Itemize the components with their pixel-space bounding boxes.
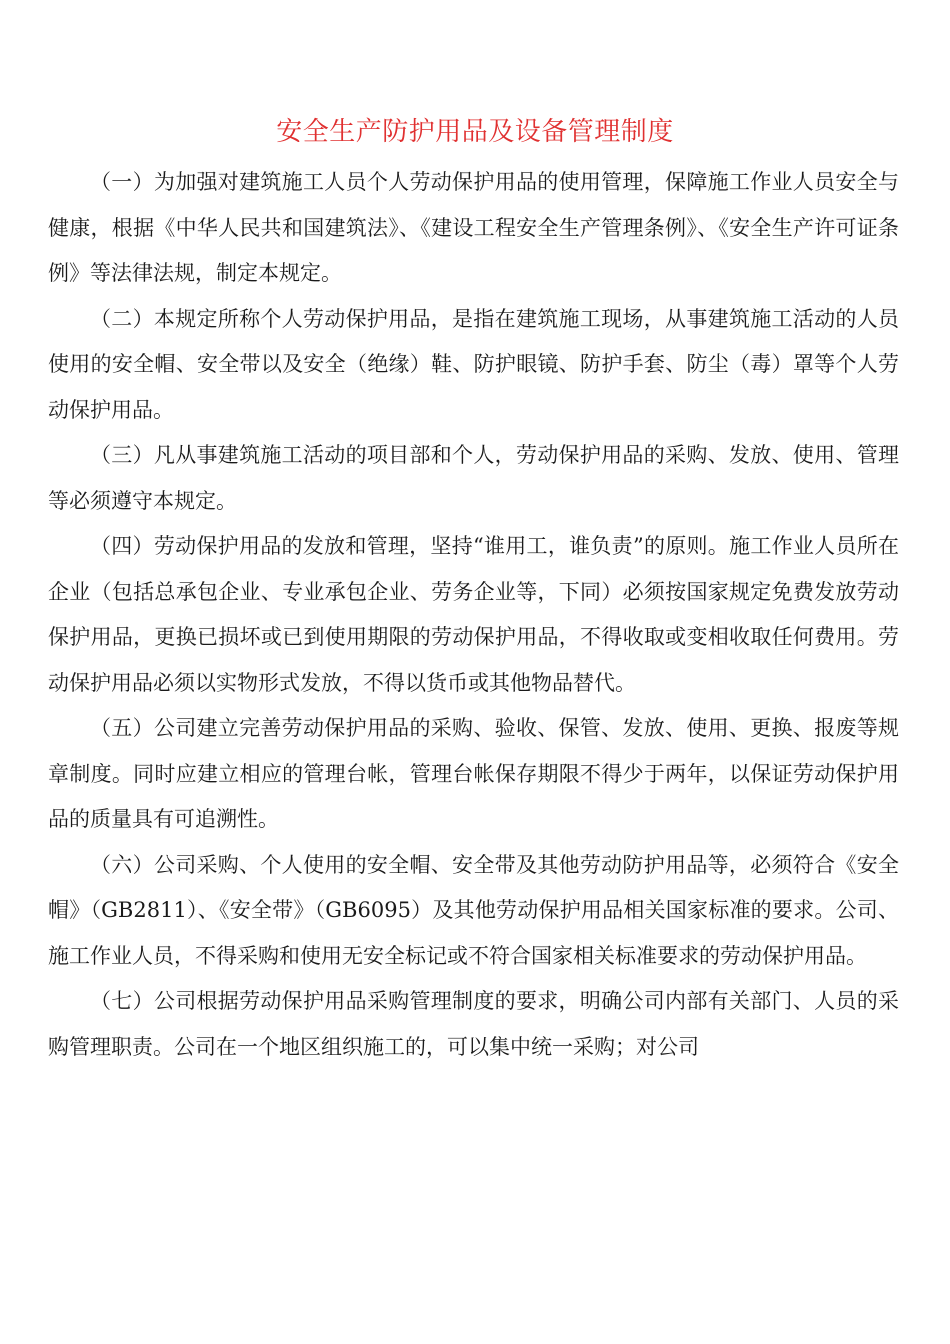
paragraph-1: （一）为加强对建筑施工人员个人劳动保护用品的使用管理，保障施工作业人员安全与健康，根据《中华人民共和国建筑法》、《建设工程安全生产管理条例》、《安全生产许可证条例》等法律法规，制定本规定。 bbox=[48, 170, 899, 285]
paragraph-4: （四）劳动保护用品的发放和管理，坚持“谁用工，谁负责”的原则。施工作业人员所在企业（包括总承包企业、专业承包企业、劳务企业等，下同）必须按国家规定免费发放劳动保护用品，更换已损坏或已到使用期限的劳动保护用品，不得收取或变相收取任何费用。劳动保护用品必须以实物形式发放，不得以货币或其他物品替代。 bbox=[48, 534, 899, 695]
paragraph-3: （三）凡从事建筑施工活动的项目部和个人，劳动保护用品的采购、发放、使用、管理等必须遵守本规定。 bbox=[48, 443, 899, 513]
paragraph-5: （五）公司建立完善劳动保护用品的采购、验收、保管、发放、使用、更换、报废等规章制度。同时应建立相应的管理台帐，管理台帐保存期限不得少于两年，以保证劳动保护用品的质量具有可追溯性。 bbox=[48, 716, 899, 831]
paragraph-7: （七）公司根据劳动保护用品采购管理制度的要求，明确公司内部有关部门、人员的采购管理职责。公司在一个地区组织施工的，可以集中统一采购；对公司 bbox=[48, 989, 899, 1059]
document-body bbox=[48, 160, 899, 1070]
paragraph-6: （六）公司采购、个人使用的安全帽、安全带及其他劳动防护用品等，必须符合《安全帽》（GB2811）、《安全带》（GB6095）及其他劳动保护用品相关国家标准的要求。公司、施工作业人员，不得采购和使用无安全标记或不符合国家相关标准要求的劳动保护用品。 bbox=[48, 852, 899, 968]
paragraph-2: （二）本规定所称个人劳动保护用品，是指在建筑施工现场，从事建筑施工活动的人员使用的安全帽、安全带以及安全（绝缘）鞋、防护眼镜、防护手套、防尘（毒）罩等个人劳动保护用品。 bbox=[48, 306, 899, 422]
document-title: 安全生产防护用品及设备管理制度 bbox=[276, 117, 674, 147]
